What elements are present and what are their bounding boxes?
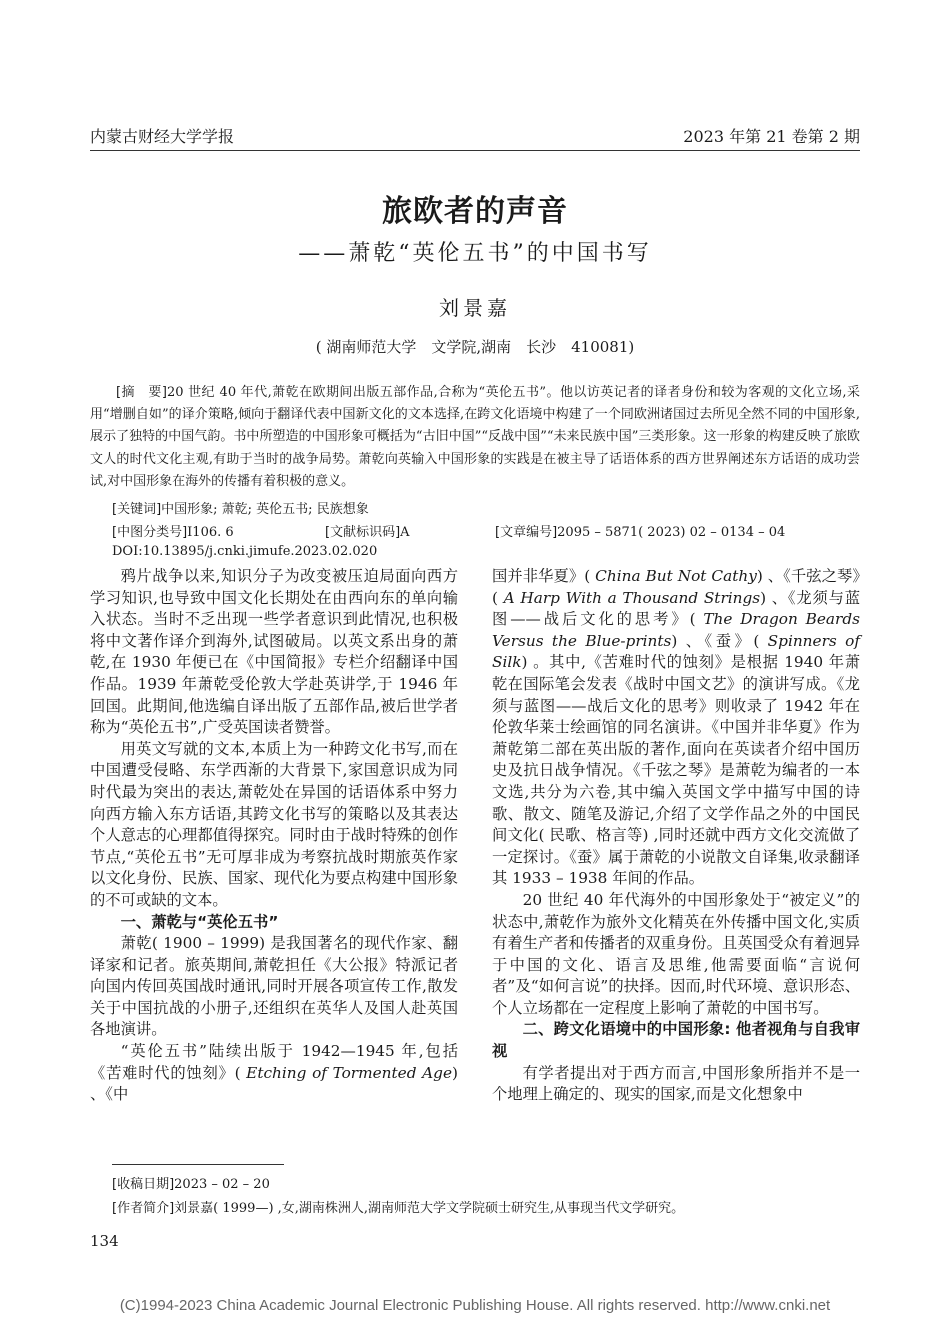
copyright-line: (C)1994-2023 China Academic Journal Electronic Publishing House. All rights reserved. http://www.cnki.net bbox=[119, 1297, 831, 1314]
page-number: 134 bbox=[90, 1232, 119, 1250]
footnote-rule bbox=[112, 1164, 284, 1165]
journal-name: 内蒙古财经大学学报 bbox=[90, 127, 235, 146]
section-heading: 一、萧乾与“英伦五书” bbox=[120, 912, 279, 931]
abstract-text: 20 世纪 40 年代,萧乾在欧期间出版五部作品,合称为“英伦五书”。他以访英记者的译者身份和较为客观的文化立场,采用“增删自如”的译介策略,倾向于翻译代表中国新文化的文本选择,在跨文化语境中构建了一个同欧洲诸国过去所见全然不同的中国形象,展示了独特的中国气韵。书中所塑造的中国形象可概括为“古旧中国”“反战中国”“未来民族中国”三类形象。这一形象的构建反映了旅欧文人的时代文化主观,有助于当时的战争局势。萧乾向英输入中国形象的实践是在被主导了话语体系的西方世界阐述东方话语的成功尝试,对中国形象在海外的传播有着积极的意义。 bbox=[90, 385, 860, 489]
author-bio-label: [作者简介] bbox=[112, 1201, 175, 1216]
text-run: “英伦五书”陆续出版于 1942—1945 年,包括《苦难时代的蚀刻》( bbox=[90, 1042, 458, 1082]
paragraph bbox=[492, 566, 860, 890]
clc-label: [中图分类号] bbox=[112, 525, 188, 540]
article-id-label: [文章编号] bbox=[495, 525, 558, 540]
abstract bbox=[90, 382, 860, 493]
article-id bbox=[495, 521, 785, 540]
text-run: ) 、《蚕》( bbox=[671, 631, 768, 650]
article-subtitle: ——萧乾“英伦五书”的中国书写 bbox=[298, 241, 652, 266]
clc-text: I106. 6 bbox=[187, 525, 234, 540]
document-code bbox=[325, 521, 410, 540]
author-bio bbox=[112, 1197, 860, 1216]
received-label: [收稿日期] bbox=[112, 1177, 175, 1192]
paragraph: 有学者提出对于西方而言,中国形象所指并不是一个地理上确定的、现实的国家,而是文化想象中 bbox=[492, 1063, 860, 1104]
section-heading: 二、跨文化语境中的中国形象: 他者视角与自我审视 bbox=[492, 1020, 860, 1061]
english-title: Spinners of Silk bbox=[492, 631, 860, 672]
paragraph bbox=[90, 1041, 458, 1106]
article-id-text: 2095 – 5871( 2023) 02 – 0134 – 04 bbox=[557, 525, 786, 540]
author-affiliation: ( 湖南师范大学 文学院,湖南 长沙 410081) bbox=[315, 338, 635, 356]
doc-code-text: A bbox=[400, 525, 410, 540]
english-title: A Harp With a Thousand Strings bbox=[503, 588, 761, 607]
text-run: ) 、《中 bbox=[90, 1063, 458, 1104]
text-run: ) 、《千弦之琴》( bbox=[492, 567, 860, 607]
paragraph: 萧乾( 1900 – 1999) 是我国著名的现代作家、翻译家和记者。旅英期间,萧乾担任《大公报》特派记者向国内传回英国战时通讯,同时开展各项宣传工作,散发关于中国抗战的小册子,还组织在英华人及国人赴英国各地演讲。 bbox=[90, 934, 458, 1039]
body-column-right bbox=[492, 566, 860, 1106]
english-title: The Dragon Beards Versus the Blue-prints bbox=[492, 610, 860, 650]
text-run: ) 。其中,《苦难时代的蚀刻》是根据 1940 年萧乾在国际笔会发表《战时中国文艺》的演讲写成。《龙须与蓝图——战后文化的思考》则收录了 1942 年在伦敦华莱士绘画馆的同名演讲。《中国并非华夏》作为萧乾第二部在英出版的著作,面向在英读者介绍中国历史及抗日战争情况。《千弦之琴》是萧乾为编者的一本文选,共分为六卷,其中编入英国文学中描写中国的诗歌、散文、随笔及游记,介绍了文学作品之外的中国民间文化( 民歌、格言等) ,同时还就中西方文化交流做了一定探讨。《蚕》属于萧乾的小说散文自译集,收录翻译其 1933 – 1938 年间的作品。 bbox=[492, 653, 860, 888]
paragraph: 鸦片战争以来,知识分子为改变被压迫局面向西方学习知识,也导致中国文化长期处在由西向东的单向输入状态。当时不乏出现一些学者意识到此情况,也积极将中文著作译介到海外,试图破局。以英文系出身的萧乾,在 1930 年便已在《中国简报》专栏介绍翻译中国作品。1939 年萧乾受伦敦大学赴英讲学,于 1946 年回国。此期间,他选编自译出版了五部作品,被后世学者称为“英伦五书”,广受英国读者赞誉。 bbox=[90, 567, 458, 737]
received-date bbox=[112, 1173, 860, 1192]
keywords-label: [关键词] bbox=[112, 502, 162, 517]
english-title: Etching of Tormented Age bbox=[246, 1063, 453, 1082]
english-title: China But Not Cathy bbox=[595, 567, 757, 585]
abstract-label: [摘 要] bbox=[116, 385, 167, 400]
doi: DOI:10.13895/j.cnki.jimufe.2023.02.020 bbox=[112, 544, 378, 559]
doc-code-label: [文献标识码] bbox=[325, 525, 401, 540]
keywords-text: 中国形象; 萧乾; 英伦五书; 民族想象 bbox=[161, 502, 369, 517]
issue-info: 2023 年第 21 卷第 2 期 bbox=[683, 127, 860, 146]
author-name: 刘景嘉 bbox=[439, 296, 511, 320]
article-title: 旅欧者的声音 bbox=[382, 194, 568, 229]
header-rule bbox=[90, 150, 860, 151]
keywords bbox=[112, 498, 369, 517]
clc-number bbox=[112, 521, 234, 540]
text-run: ) 、《龙须与蓝图——战后文化的思考》( bbox=[492, 588, 860, 629]
received-text: 2023 – 02 – 20 bbox=[174, 1177, 270, 1192]
author-bio-text: 刘景嘉( 1999—) ,女,湖南株洲人,湖南师范大学文学院硕士研究生,从事现当代文学研究。 bbox=[174, 1201, 685, 1216]
text-run: 国并非华夏》( bbox=[492, 567, 596, 585]
paragraph: 20 世纪 40 年代海外的中国形象处于“被定义”的状态中,萧乾作为旅外文化精英在外传播中国文化,实质有着生产者和传播者的双重身份。且英国受众有着迥异于中国的文化、语言及思维,他需要面临“言说何者”及“如何言说”的抉择。因而,时代环境、意识形态、个人立场都在一定程度上影响了萧乾的中国书写。 bbox=[492, 890, 860, 1017]
paragraph: 用英文写就的文本,本质上为一种跨文化书写,而在中国遭受侵略、东学西渐的大背景下,家国意识成为同时代最为突出的表达,萧乾处在异国的话语体系中努力向西方输入东方话语,其跨文化书写的策略以及其表达个人意志的心理都值得探究。同时由于战时特殊的创作节点,“英伦五书”无可厚非成为考察抗战时期旅英作家以文化身份、民族、国家、现代化为要点构建中国形象的不可或缺的文本。 bbox=[90, 739, 458, 909]
body-column-left bbox=[90, 566, 458, 1106]
